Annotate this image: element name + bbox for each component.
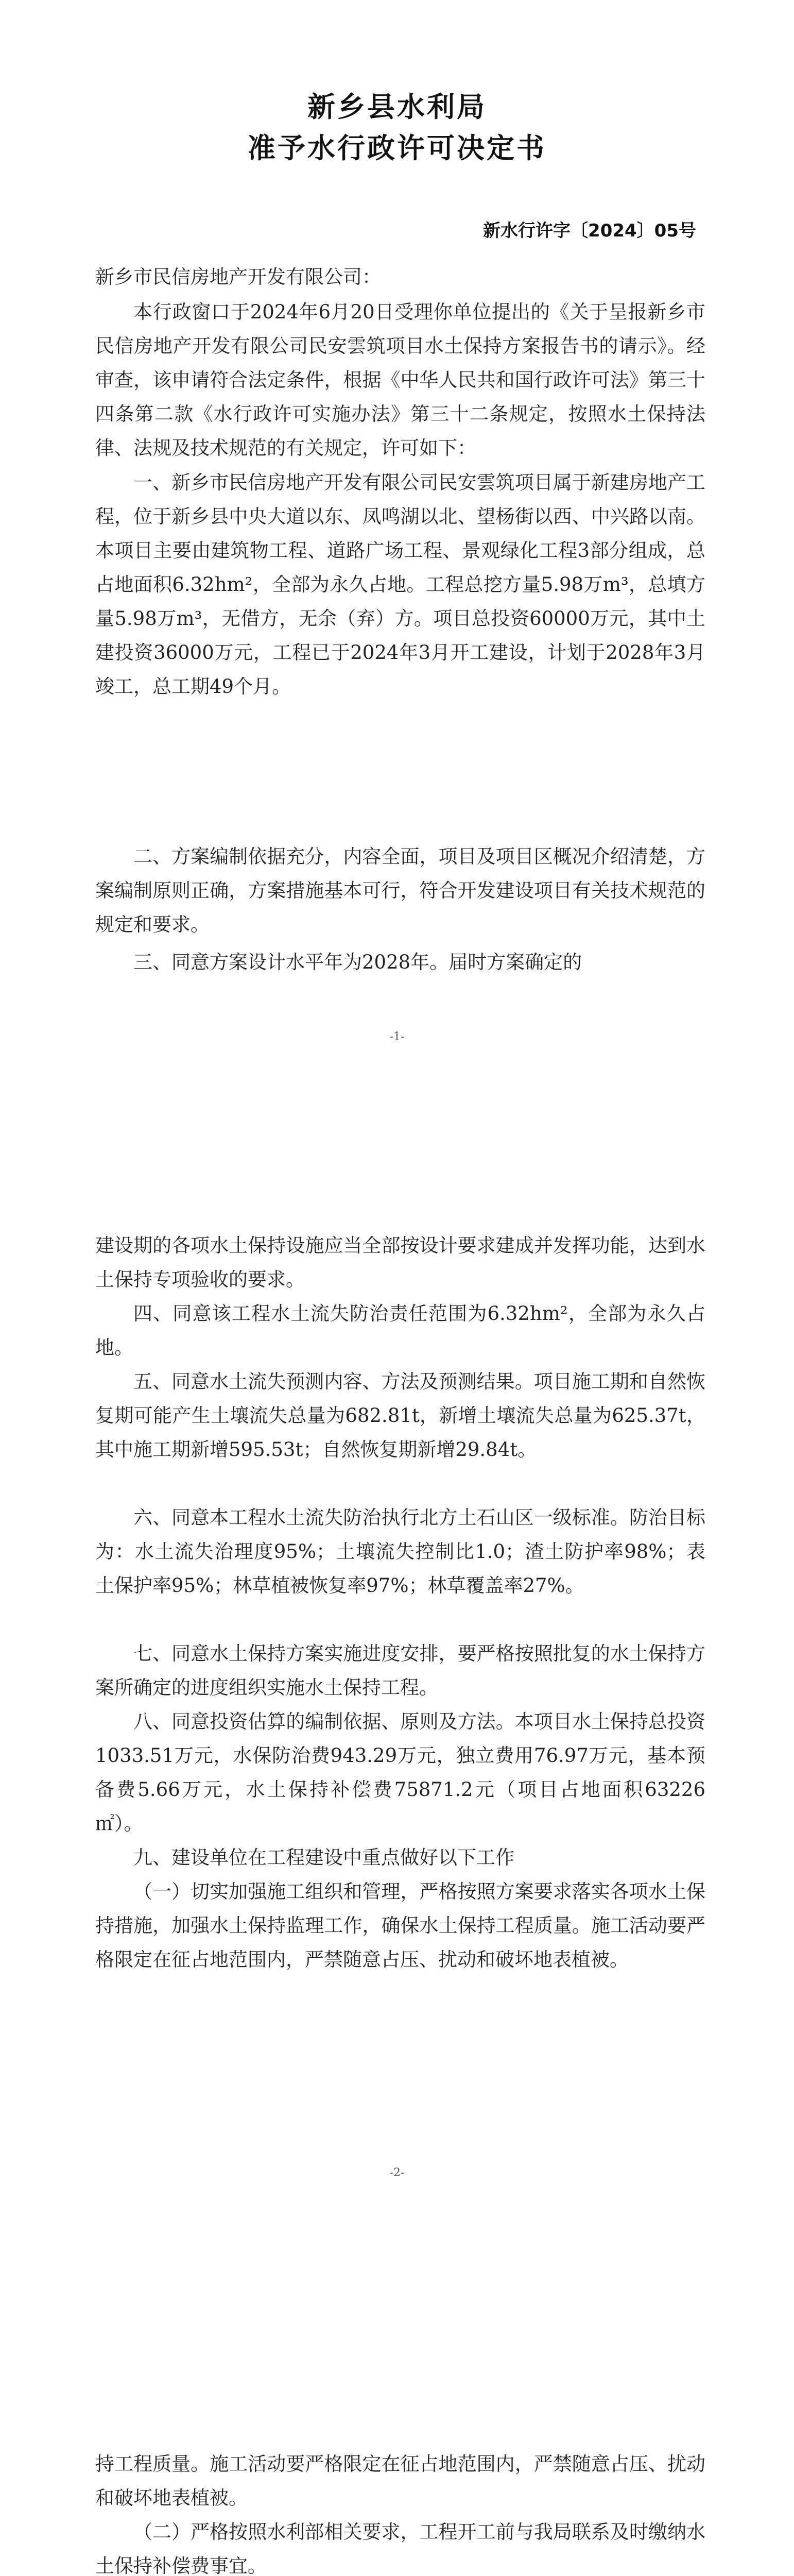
document-title-org: 新乡县水利局	[307, 91, 487, 123]
item-3-paragraph-start: 三、同意方案设计水平年为2028年。届时方案确定的	[133, 951, 582, 973]
item-5-paragraph: 五、同意水土流失预测内容、方法及预测结果。项目施工期和自然恢复期可能产生土壤流失总量为682.81t，新增土壤流失总量为625.37t，其中施工期新增595.53t；自然恢复期新增29.84t。	[95, 1370, 705, 1461]
page-number-1: -1-	[389, 1030, 405, 1043]
item-9-2-paragraph: （二）严格按照水利部相关要求，工程开工前与我局联系及时缴纳水土保持补偿费事宜。	[95, 2521, 705, 2576]
repeated-fragment: 持工程质量。施工活动要严格限定在征占地范围内，严禁随意占压、扰动和破坏地表植被。	[95, 2453, 705, 2509]
item-2-paragraph: 二、方案编制依据充分，内容全面，项目及项目区概况介绍清楚，方案编制原则正确，方案措施基本可行，符合开发建设项目有关技术规范的规定和要求。	[95, 845, 705, 936]
item-9-heading: 九、建设单位在工程建设中重点做好以下工作	[133, 1846, 514, 1869]
item-3-paragraph-cont: 建设期的各项水土保持设施应当全部按设计要求建成并发挥功能，达到水土保持专项验收的要求。	[95, 1234, 705, 1291]
document-number: 新水行许字〔2024〕05号	[483, 221, 696, 241]
page-number-2: -2-	[389, 2166, 405, 2179]
item-7-paragraph: 七、同意水土保持方案实施进度安排，要严格按照批复的水土保持方案所确定的进度组织实施水土保持工程。	[95, 1642, 705, 1699]
item-1-paragraph: 一、新乡市民信房地产开发有限公司民安雲筑项目属于新建房地产工程，位于新乡县中央大道以东、凤鸣湖以北、望杨街以西、中兴路以南。本项目主要由建筑物工程、道路广场工程、景观绿化工程3部分组成，总占地面积6.32hm²，全部为永久占地。工程总挖方量5.98万m³，总填方量5.98万m³，无借方，无余（弃）方。项目总投资60000万元，其中土建投资36000万元，工程已于2024年3月开工建设，计划于2028年3月竣工，总工期49个月。	[95, 471, 705, 698]
item-6-paragraph: 六、同意本工程水土流失防治执行北方土石山区一级标准。防治目标为：水土流失治理度95%；土壤流失控制比1.0；渣土防护率98%；表土保护率95%；林草植被恢复率97%；林草覆盖率27%。	[95, 1506, 705, 1597]
document-title: 准予水行政许可决定书	[248, 132, 546, 164]
item-8-paragraph: 八、同意投资估算的编制依据、原则及方法。本项目水土保持总投资1033.51万元，水保防治费943.29万元，独立费用76.97万元，基本预备费5.66万元，水土保持补偿费75871.2元（项目占地面积63226㎡）。	[95, 1710, 705, 1835]
intro-paragraph: 本行政窗口于2024年6月20日受理你单位提出的《关于呈报新乡市民信房地产开发有限公司民安雲筑项目水土保持方案报告书的请示》。经审查，该申请符合法定条件，根据《中华人民共和国行政许可法》第三十四条第二款《水行政许可实施办法》第三十二条规定，按照水土保持法律、法规及技术规范的有关规定，许可如下：	[95, 301, 705, 459]
item-9-1-paragraph: （一）切实加强施工组织和管理，严格按照方案要求落实各项水土保持措施，加强水土保持监理工作，确保水土保持工程质量。施工活动要严格限定在征占地范围内，严禁随意占压、扰动和破坏地表植被。	[95, 1880, 705, 1971]
item-4-paragraph: 四、同意该工程水土流失防治责任范围为6.32hm²，全部为永久占地。	[95, 1302, 705, 1359]
recipient: 新乡市民信房地产开发有限公司：	[95, 266, 381, 288]
